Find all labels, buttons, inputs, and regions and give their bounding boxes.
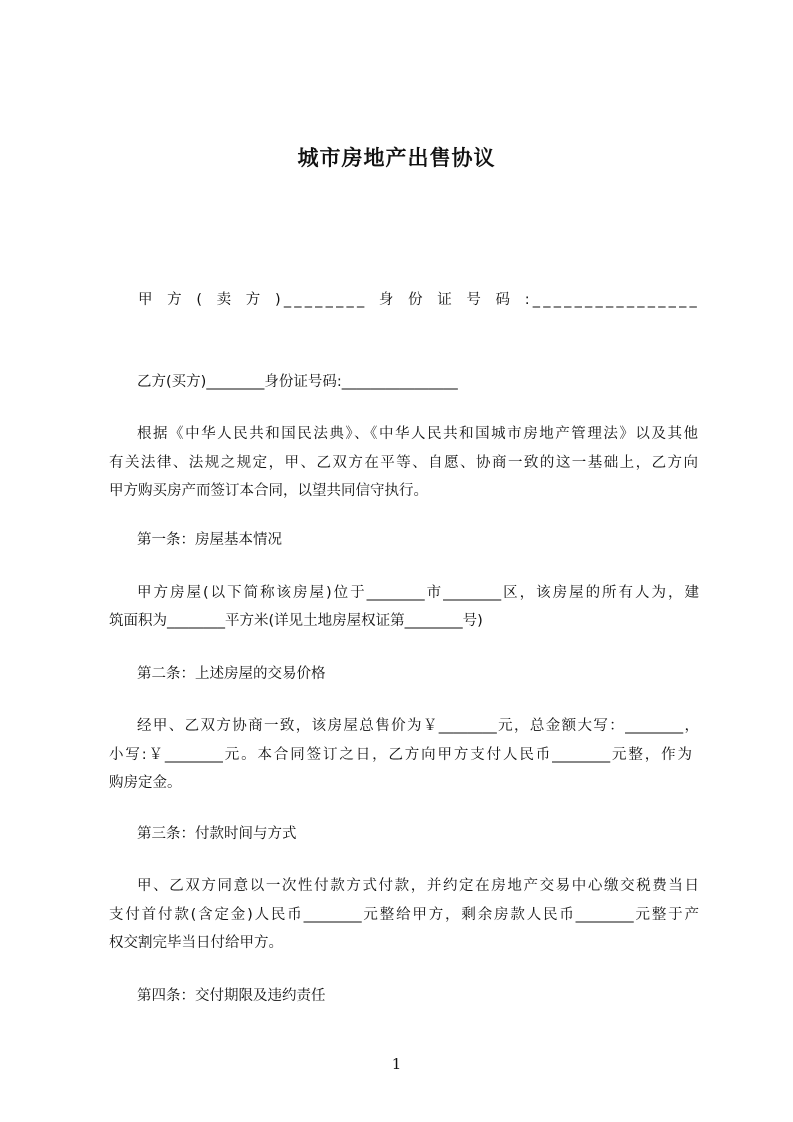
article-3-line-2: 支付首付款(含定金)人民币________元整给甲方，剩余房款人民币________元整于产 [109,907,699,923]
article-1-line-1: 甲方房屋(以下简称该房屋)位于________市________区，该房屋的所有人为，建 [137,585,699,601]
article-1-line-2: 筑面积为________平方米(详见土地房屋权证第________号) [109,613,483,629]
intro-line-1: 根据《中华人民共和国民法典》、《中华人民共和国城市房地产管理法》以及其他 [137,426,698,442]
party-b-line: 乙方(买方)________身份证号码:________________ [137,374,458,390]
article-3-heading: 第三条：付款时间与方式 [137,826,297,842]
page-number: 1 [391,1055,402,1073]
intro-line-2: 有关法律、法规之规定，甲、乙双方在平等、自愿、协商一致的这一基础上，乙方向 [109,455,698,471]
article-4-heading: 第四条：交付期限及违约责任 [137,988,326,1004]
party-a-line: 甲方(卖方)________身份证号码:________________ [138,292,700,308]
intro-line-3: 甲方购买房产而签订本合同，以望共同信守执行。 [109,483,428,499]
article-2-heading: 第二条：上述房屋的交易价格 [137,666,326,682]
article-3-line-1: 甲、乙双方同意以一次性付款方式付款，并约定在房地产交易中心缴交税费当日 [137,878,699,894]
article-1-heading: 第一条：房屋基本情况 [137,532,282,548]
article-2-line-2: 小写:￥________元。本合同签订之日，乙方向甲方支付人民币________元整，作为 [109,747,692,763]
document-title: 城市房地产出售协议 [297,146,496,170]
article-3-line-3: 权交割完毕当日付给甲方。 [109,935,283,951]
article-2-line-1: 经甲、乙双方协商一致，该房屋总售价为￥________元，总金额大写：________， [137,718,699,734]
article-2-line-3: 购房定金。 [109,775,182,791]
